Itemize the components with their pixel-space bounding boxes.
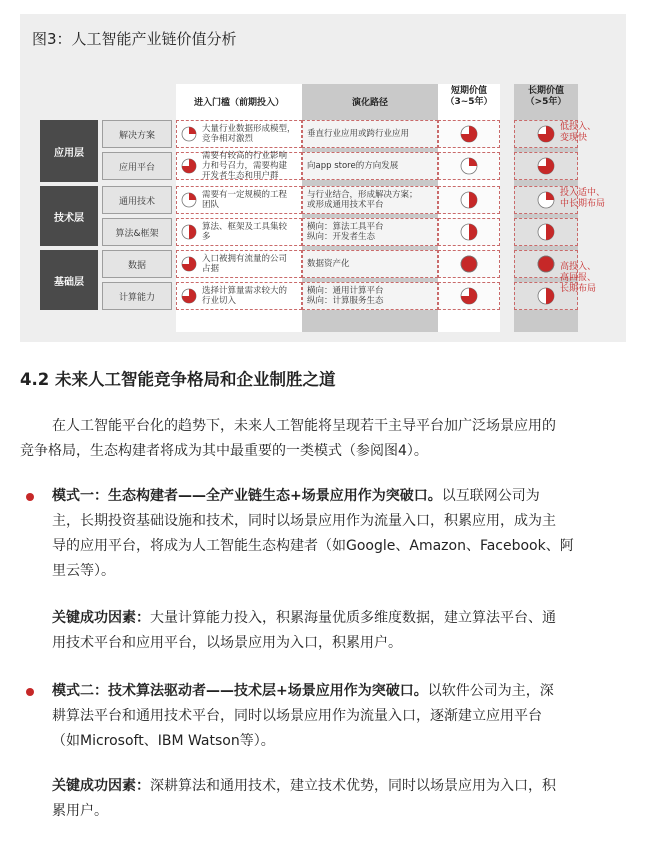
evolution-path-cell bbox=[302, 120, 438, 148]
mode1-text: 以互联网公司为 bbox=[441, 488, 540, 504]
entry-barrier-line: 占据 bbox=[202, 264, 220, 274]
entry-barrier-line: 开发者生态和用户群 bbox=[202, 171, 279, 181]
long-term-value-pie bbox=[537, 287, 555, 305]
figure-title: 图3：人工智能产业链价值分析 bbox=[32, 30, 237, 48]
long-term-value-cell bbox=[514, 152, 578, 180]
entry-barrier-line: 选择计算量需求较大的 bbox=[202, 286, 288, 296]
mode1-kf-line-2: 用技术平台和应用平台，以场景应用为入口，积累用户。 bbox=[52, 635, 402, 651]
bullet-mode1 bbox=[26, 493, 34, 501]
intro-line-2: 竞争格局，生态构建者将成为其中最重要的一类模式（参阅图4）。 bbox=[20, 443, 428, 459]
entry-barrier-text bbox=[202, 124, 296, 144]
evolution-path-text bbox=[307, 286, 384, 306]
mode2-line-3: （如Microsoft、IBM Watson等）。 bbox=[52, 733, 275, 749]
layer-technology: 技术层 bbox=[40, 186, 98, 246]
entry-barrier-text bbox=[202, 222, 287, 242]
intro-line-1: 在人工智能平台化的趋势下，未来人工智能将呈现若干主导平台加广泛场景应用的 bbox=[52, 418, 556, 434]
entry-level-pie bbox=[181, 288, 197, 304]
short-term-value-cell bbox=[438, 120, 500, 148]
short-term-value-pie bbox=[460, 223, 478, 241]
evolution-path-cell bbox=[302, 152, 438, 180]
evolution-path-cell bbox=[302, 218, 438, 246]
evolution-path-line: 横向：通用计算平台 bbox=[307, 286, 384, 296]
evolution-path-line: 横向：算法工具平台 bbox=[307, 222, 384, 232]
entry-level-pie bbox=[181, 224, 197, 240]
short-term-value-pie bbox=[460, 125, 478, 143]
mode1-kf-text: 大量计算能力投入，积累海量优质多维度数据，建立算法平台、通 bbox=[150, 610, 556, 626]
entry-barrier-line: 团队 bbox=[202, 200, 220, 210]
mode2-title: 模式二：技术算法驱动者——技术层+场景应用作为突破口。 bbox=[52, 683, 428, 699]
col-header-short-l2: （3~5年） bbox=[445, 97, 493, 107]
entry-level-pie bbox=[181, 192, 197, 208]
right-label-line: 中长期布局 bbox=[560, 199, 606, 209]
evolution-path-text bbox=[307, 259, 350, 269]
short-term-value-pie bbox=[460, 157, 478, 175]
evolution-path-line: 数据资产化 bbox=[307, 259, 350, 269]
entry-barrier-line: 行业切入 bbox=[202, 296, 237, 306]
entry-barrier-cell bbox=[176, 250, 302, 278]
evolution-path-line: 垂直行业应用或跨行业应用 bbox=[307, 129, 410, 139]
evolution-path-line: 向app store的方向发展 bbox=[307, 161, 399, 171]
sub-layer-label: 解决方案 bbox=[102, 120, 172, 148]
sub-layer-label: 计算能力 bbox=[102, 282, 172, 310]
col-header-short-l1: 短期价值 bbox=[450, 86, 487, 96]
long-term-value-pie bbox=[537, 255, 555, 273]
entry-level-pie bbox=[181, 158, 197, 174]
mode2-text: 以软件公司为主，深 bbox=[427, 683, 554, 699]
short-term-value-cell bbox=[438, 186, 500, 214]
mode1-title: 模式一：生态构建者——全产业链生态+场景应用作为突破口。 bbox=[52, 488, 442, 504]
evolution-path-line: 或形成通用技术平台 bbox=[307, 200, 384, 210]
entry-barrier-text bbox=[202, 286, 287, 306]
entry-barrier-cell bbox=[176, 152, 302, 180]
right-label-line: 投入适中、 bbox=[560, 188, 606, 198]
short-term-value-pie bbox=[460, 287, 478, 305]
evolution-path-text bbox=[307, 190, 418, 210]
evolution-path-cell bbox=[302, 282, 438, 310]
short-term-value-pie bbox=[460, 255, 478, 273]
right-label-line: 高回报、 bbox=[560, 273, 597, 283]
entry-barrier-line: 入口被拥有流量的公司 bbox=[202, 254, 288, 264]
mode1-kf-label: 关键成功因素： bbox=[52, 610, 150, 626]
sub-layer-label: 通用技术 bbox=[102, 186, 172, 214]
evolution-path-line: 纵向：计算服务生态 bbox=[307, 296, 384, 306]
right-label-line: 长期布局 bbox=[560, 284, 597, 294]
col-header-entry: 进入门槛（前期投入） bbox=[193, 98, 284, 108]
evolution-path-line: 与行业结合，形成解决方案； bbox=[307, 190, 418, 200]
mode2-kf-line-2: 累用户。 bbox=[52, 803, 108, 819]
short-term-value-pie bbox=[460, 191, 478, 209]
entry-barrier-line: 需要有较高的行业影响 bbox=[202, 151, 288, 161]
col-header-short bbox=[438, 86, 500, 108]
evolution-path-text bbox=[307, 129, 409, 139]
long-term-value-pie bbox=[537, 223, 555, 241]
long-term-value-pie bbox=[537, 157, 555, 175]
entry-barrier-cell bbox=[176, 218, 302, 246]
mode2-line-1 bbox=[52, 679, 554, 704]
right-label-application bbox=[560, 122, 596, 144]
evolution-path-line: 纵向：开发者生态 bbox=[307, 232, 376, 242]
sub-layer-label: 数据 bbox=[102, 250, 172, 278]
short-term-value-cell bbox=[438, 152, 500, 180]
mode2-line-2: 耕算法平台和通用技术平台，同时以场景应用作为流量入口，逐渐建立应用平台 bbox=[52, 708, 542, 724]
entry-barrier-line: 力和号召力，需要构建 bbox=[202, 161, 288, 171]
short-term-value-cell bbox=[438, 282, 500, 310]
bullet-mode2 bbox=[26, 688, 34, 696]
entry-barrier-line: 竞争相对激烈 bbox=[202, 134, 254, 144]
section-heading: 4.2 未来人工智能竞争格局和企业制胜之道 bbox=[20, 370, 336, 389]
evolution-path-cell bbox=[302, 250, 438, 278]
mode2-kf-line-1 bbox=[52, 774, 556, 799]
short-term-value-cell bbox=[438, 218, 500, 246]
right-label-line: 变现快 bbox=[560, 133, 588, 143]
entry-level-pie bbox=[181, 256, 197, 272]
right-label-line: 高投入、 bbox=[560, 262, 597, 272]
entry-barrier-text bbox=[202, 151, 287, 181]
entry-level-pie bbox=[181, 126, 197, 142]
mode1-kf-line-1 bbox=[52, 606, 556, 631]
entry-barrier-line: 大量行业数据形成模型， bbox=[202, 124, 296, 134]
entry-barrier-line: 算法、框架及工具集较 bbox=[202, 222, 288, 232]
mode1-line-1 bbox=[52, 484, 540, 509]
entry-barrier-line: 需要有一定规模的工程 bbox=[202, 190, 288, 200]
layer-foundation: 基础层 bbox=[40, 250, 98, 310]
mode2-kf-label: 关键成功因素： bbox=[52, 778, 150, 794]
figure-3 bbox=[20, 14, 626, 342]
evolution-path-cell bbox=[302, 186, 438, 214]
col-header-evolution: 演化路径 bbox=[351, 98, 388, 108]
sub-layer-label: 算法&框架 bbox=[102, 218, 172, 246]
entry-barrier-text bbox=[202, 190, 287, 210]
long-term-value-pie bbox=[537, 191, 555, 209]
col-header-long-l2: （>5年） bbox=[525, 97, 567, 107]
long-term-value-cell bbox=[514, 218, 578, 246]
entry-barrier-cell bbox=[176, 282, 302, 310]
col-header-long-l1: 长期价值 bbox=[527, 86, 564, 96]
right-label-foundation bbox=[560, 262, 596, 295]
mode1-line-3: 导的应用平台，将成为人工智能生态构建者（如Google、Amazon、Facebook、阿 bbox=[52, 538, 574, 554]
sub-layer-label: 应用平台 bbox=[102, 152, 172, 180]
entry-barrier-line: 多 bbox=[202, 232, 211, 242]
evolution-path-text bbox=[307, 222, 384, 242]
short-term-value-cell bbox=[438, 250, 500, 278]
long-term-value-pie bbox=[537, 125, 555, 143]
entry-barrier-text bbox=[202, 254, 287, 274]
col-header-long bbox=[514, 86, 578, 108]
mode1-line-2: 主，长期投资基础设施和技术，同时以场景应用作为流量入口，积累应用，成为主 bbox=[52, 513, 556, 529]
mode1-line-4: 里云等）。 bbox=[52, 563, 115, 579]
entry-barrier-cell bbox=[176, 120, 302, 148]
mode2-kf-text: 深耕算法和通用技术，建立技术优势，同时以场景应用为入口，积 bbox=[150, 778, 556, 794]
right-label-line: 低投入、 bbox=[560, 122, 597, 132]
entry-barrier-cell bbox=[176, 186, 302, 214]
right-label-technology bbox=[560, 188, 605, 210]
layer-application: 应用层 bbox=[40, 120, 98, 182]
evolution-path-text bbox=[307, 161, 398, 171]
